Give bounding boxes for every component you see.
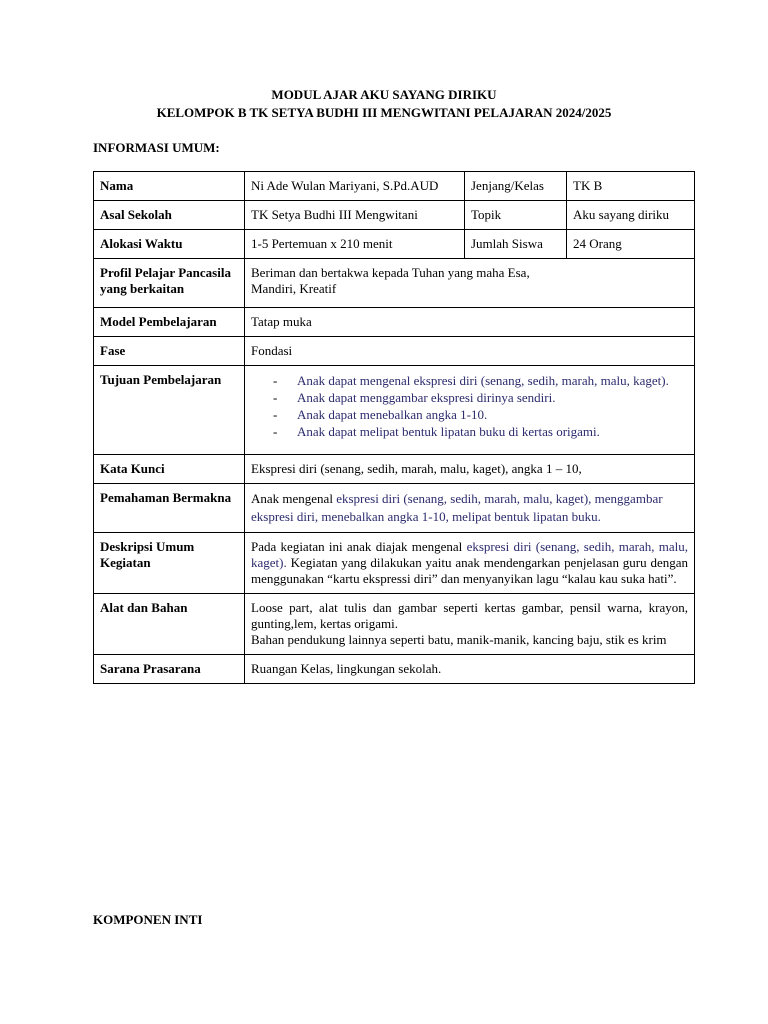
alat-label: Alat dan Bahan bbox=[94, 594, 245, 655]
table-row bbox=[94, 337, 695, 366]
table-row bbox=[94, 259, 695, 308]
jumlah-value: 24 Orang bbox=[567, 230, 695, 259]
title-line-1: MODUL AJAR AKU SAYANG DIRIKU bbox=[271, 87, 497, 102]
tujuan-label: Tujuan Pembelajaran bbox=[94, 366, 245, 455]
title-line-2: KELOMPOK B TK SETYA BUDHI III MENGWITANI PELAJARAN 2024/2025 bbox=[156, 105, 612, 120]
alat-value-line-1: Loose part, alat tulis dan gambar seperti kertas gambar, pensil warna, krayon, gunting,lem, kertas origami. bbox=[251, 600, 688, 631]
table-row bbox=[94, 230, 695, 259]
table-row bbox=[94, 533, 695, 594]
topik-value: Aku sayang diriku bbox=[567, 201, 695, 230]
nama-value: Ni Ade Wulan Mariyani, S.Pd.AUD bbox=[245, 172, 465, 201]
list-item: - Anak dapat mengenal ekspresi diri (senang, sedih, marah, malu, kaget). bbox=[273, 372, 688, 389]
list-item: - Anak dapat melipat bentuk lipatan buku di kertas origami. bbox=[273, 423, 688, 440]
pemahaman-value bbox=[245, 484, 695, 533]
profil-value-line-2: Mandiri, Kreatif bbox=[251, 281, 337, 296]
table-row bbox=[94, 172, 695, 201]
section-heading-general: INFORMASI UMUM: bbox=[93, 140, 220, 155]
deskripsi-value bbox=[245, 533, 695, 594]
model-value: Tatap muka bbox=[245, 308, 695, 337]
table-row bbox=[94, 655, 695, 684]
jumlah-label: Jumlah Siswa bbox=[465, 230, 567, 259]
tujuan-value bbox=[245, 366, 695, 455]
topik-label: Topik bbox=[465, 201, 567, 230]
pemahaman-value-a: Anak mengenal bbox=[251, 491, 337, 506]
fase-value: Fondasi bbox=[245, 337, 695, 366]
profil-label: Profil Pelajar Pancasila yang berkaitan bbox=[94, 259, 245, 308]
document-title bbox=[0, 86, 768, 122]
model-label: Model Pembelajaran bbox=[94, 308, 245, 337]
alat-value-line-2: Bahan pendukung lainnya seperti batu, manik-manik, kancing baju, stik es krim bbox=[251, 632, 667, 647]
jenjang-value: TK B bbox=[567, 172, 695, 201]
list-item: - Anak dapat menggambar ekspresi dirinya sendiri. bbox=[273, 389, 688, 406]
pemahaman-value-b: ekspresi diri (senang, sedih, marah, malu, kaget), menggambar ekspresi diri, menebalkan angka 1-10, melipat bentuk lipatan buku. bbox=[251, 491, 663, 524]
deskripsi-value-c: Kegiatan yang dilakukan yaitu anak mendengarkan penjelasan guru dengan menggunakan “kartu ekspressi diri” dan menyanyikan lagu “kalau kau suka hati”. bbox=[251, 555, 688, 586]
alokasi-label: Alokasi Waktu bbox=[94, 230, 245, 259]
jenjang-label: Jenjang/Kelas bbox=[465, 172, 567, 201]
section-heading-core: KOMPONEN INTI bbox=[93, 912, 203, 927]
pemahaman-label: Pemahaman Bermakna bbox=[94, 484, 245, 533]
asal-value: TK Setya Budhi III Mengwitani bbox=[245, 201, 465, 230]
kata-value: Ekspresi diri (senang, sedih, marah, malu, kaget), angka 1 – 10, bbox=[245, 455, 695, 484]
alat-value bbox=[245, 594, 695, 655]
table-row bbox=[94, 455, 695, 484]
sarana-value: Ruangan Kelas, lingkungan sekolah. bbox=[245, 655, 695, 684]
deskripsi-value-a: Pada kegiatan ini anak diajak mengenal bbox=[251, 539, 467, 554]
asal-label: Asal Sekolah bbox=[94, 201, 245, 230]
profil-value-line-1: Beriman dan bertakwa kepada Tuhan yang maha Esa, bbox=[251, 265, 530, 280]
tujuan-list bbox=[251, 372, 688, 440]
list-item: - Anak dapat menebalkan angka 1-10. bbox=[273, 406, 688, 423]
table-row bbox=[94, 201, 695, 230]
table-row bbox=[94, 594, 695, 655]
profil-value bbox=[245, 259, 695, 308]
sarana-label: Sarana Prasarana bbox=[94, 655, 245, 684]
deskripsi-label: Deskripsi Umum Kegiatan bbox=[94, 533, 245, 594]
fase-label: Fase bbox=[94, 337, 245, 366]
table-row bbox=[94, 484, 695, 533]
deskripsi-value-b: ekspresi diri (senang, sedih, marah, malu, kaget). bbox=[251, 539, 688, 570]
general-info-table bbox=[93, 171, 695, 684]
alokasi-value: 1-5 Pertemuan x 210 menit bbox=[245, 230, 465, 259]
nama-label: Nama bbox=[94, 172, 245, 201]
table-row bbox=[94, 308, 695, 337]
kata-label: Kata Kunci bbox=[94, 455, 245, 484]
table-row bbox=[94, 366, 695, 455]
